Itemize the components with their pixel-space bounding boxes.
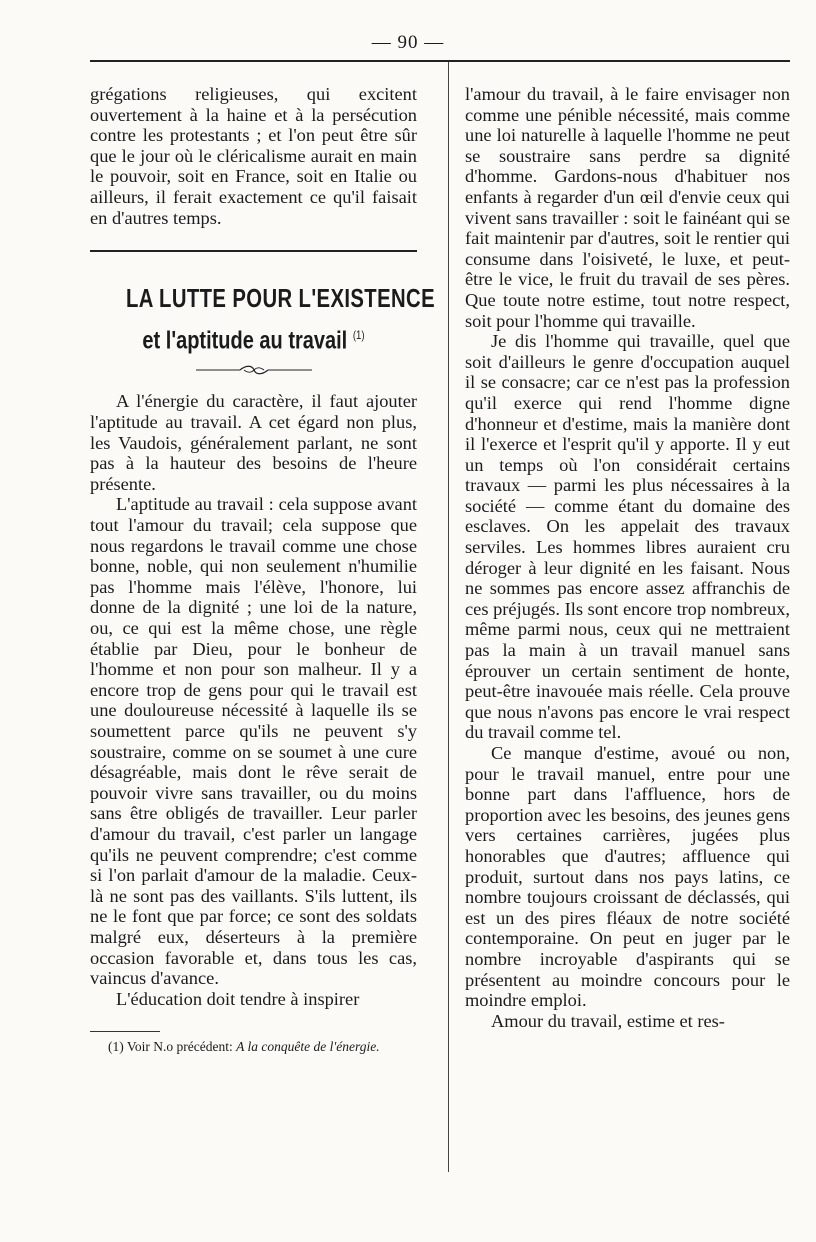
body-paragraph: A l'énergie du caractère, il faut ajouter l'aptitude au travail. A cet égard non plus, les Vaudois, généralement parlant, ne sont pas à la hauteur des besoins de l'heure présente. (90, 391, 417, 494)
footnote-marker-text: (1) (108, 1039, 124, 1055)
body-paragraph: Je dis l'homme qui travaille, quel que soit d'ailleurs le genre d'occupation auquel il se consacre; car ce n'est pas la profession qu'il exerce qui rend l'homme digne d'honneur et d'estime, mais la manière dont il l'exerce et l'esprit qu'il y apporte. Il y eut un temps où l'on considérait certains travaux — parmi les plus nécessaires à la société — comme étant du domaine des esclaves. On les appelait des travaux serviles. Les hommes libres auraient cru déroger à leur dignité en les faisant. Nous ne sommes pas encore assez affranchis de ces préjugés. Ils sont encore trop nombreux, même parmi nous, ceux qui ne mettraient pas la main à un travail manuel sans éprouver un certain sentiment de honte, peut-être inavouée mais réelle. Cela prouve que nous n'avons pas encore le vrai respect du travail comme tel. (465, 331, 790, 743)
footnote-reference: A la conquête de l'énergie. (236, 1039, 380, 1055)
left-column (90, 84, 435, 1055)
footnote-marker: (1) (352, 328, 365, 343)
article-title: LA LUTTE POUR L'EXISTENCE (125, 283, 435, 314)
body-paragraph: Amour du travail, estime et res- (491, 1010, 725, 1031)
footnote-lead: Voir N.o précédent: (126, 1039, 233, 1055)
section-rule (90, 250, 417, 252)
body-paragraph: L'éducation doit tendre à inspirer (116, 988, 360, 1009)
title-ornament (194, 365, 314, 375)
page-number: — 90 — (371, 32, 445, 53)
continued-paragraph: grégations religieuses, qui excitent ouvertement à la haine et à la persécution contre les protestants ; et l'on peut être sûr que le jour où le cléricalisme aurait en main le pouvoir, soit en France, soit en Italie ou ailleurs, il ferait exactement ce qu'il faisait en d'autres temps. (90, 84, 417, 228)
footnote-rule (90, 1031, 160, 1032)
column-divider (448, 62, 449, 1172)
article-subtitle-text: et l'aptitude au travail (142, 326, 348, 355)
footnote (90, 1038, 417, 1055)
body-paragraph: L'aptitude au travail : cela suppose avant tout l'amour du travail; cela suppose que nous regardons le travail comme une chose bonne, noble, qui non seulement n'humilie pas l'homme mais l'élève, l'honore, lui donne de la dignité ; une loi de la nature, ou, ce qui est la même chose, une règle établie par Dieu, pour le bonheur de l'homme et non pour son malheur. Il y a encore trop de gens pour qui le travail est une douloureuse nécessité à laquelle ils se soumettent parce qu'ils ne peuvent s'y soustraire, comme on se soumet à une cure désagréable, mais dont le rêve serait de pouvoir vivre sans travailler, ou du moins sans être obligés de travailler. Leur parler d'amour du travail, c'est parler un langage qu'ils ne peuvent comprendre; c'est comme si l'on parlait d'amour de la maladie. Ceux-là ne sont pas des vaillants. S'ils luttent, ils ne le font que par force; ce sont des soldats malgré eux, déserteurs à la première occasion favorable et, dans tous les cas, vaincus d'avance. (90, 494, 417, 989)
right-column (465, 84, 790, 1031)
article-subtitle (123, 318, 385, 357)
continued-paragraph: l'amour du travail, à le faire envisager non comme une pénible nécessité, mais comme une loi naturelle à laquelle l'homme ne peut se soustraire sans perdre sa dignité d'homme. Gardons-nous d'habituer nos enfants à regarder d'un œil d'envie ceux qui vivent sans travailler : soit le fainéant qui se fait maintenir par d'autres, soit le rentier qui consume dans l'oisiveté, le luxe, et peut-être le vice, le fruit du travail de ses pères. Que toute notre estime, tout notre respect, soit pour l'homme qui travaille. (465, 84, 790, 331)
header-rule (90, 60, 790, 62)
body-paragraph: Ce manque d'estime, avoué ou non, pour le travail manuel, entre pour une bonne part dans l'affluence, hors de proportion avec les besoins, des jeunes gens vers certaines carrières, jugées plus honorables que d'autres; affluence qui produit, surtout dans nos pays latins, ce nombre toujours croissant de déclassés, qui est un des pires fléaux de notre société contemporaine. On peut en juger par le nombre incroyable d'aspirants qui se présentent au moindre concours pour le moindre emploi. (465, 743, 790, 1011)
